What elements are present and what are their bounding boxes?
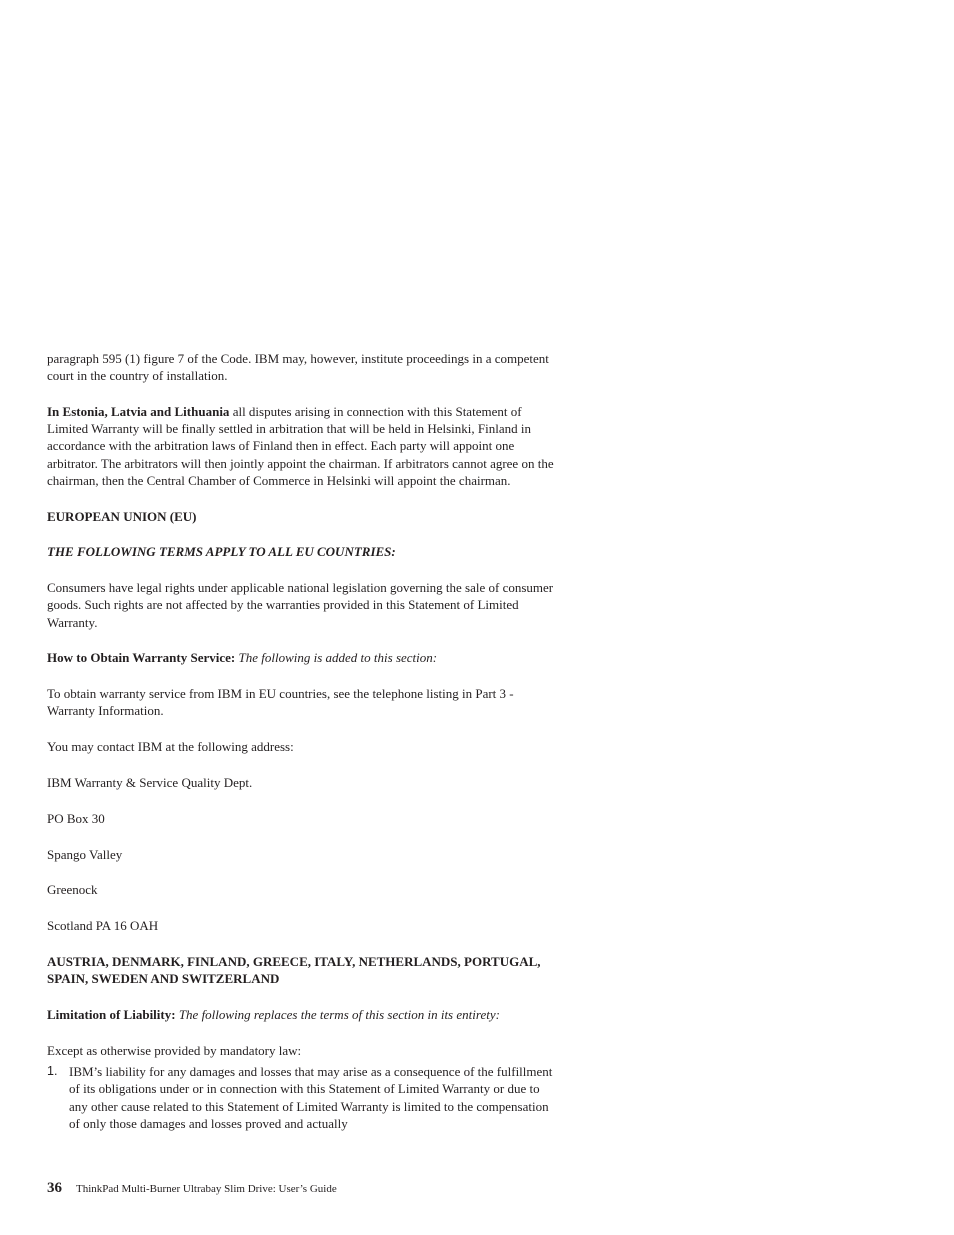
warranty-service-note: The following is added to this section: (235, 650, 438, 666)
liability-list (47, 1063, 557, 1132)
heading-eu-terms: THE FOLLOWING TERMS APPLY TO ALL EU COUNTRIES: (47, 544, 396, 560)
paragraph-telephone-listing: To obtain warranty service from IBM in EU countries, see the telephone listing in Part 3 - Warranty Information. (47, 686, 514, 719)
baltic-arbitration-text: all disputes arising in connection with this Statement of Limited Warranty will be finally settled in arbitration that will be held in Helsinki, Finland in accordance with the arbitration laws of Finland then in effect. Each party will appoint one arbitrator. The arbitrators will then jointly appoint the chairman. If arbitrators cannot agree on the chairman, then the Central Chamber of Commerce in Helsinki will appoint the chairman. (47, 404, 554, 488)
limitation-lead: Limitation of Liability: (47, 1006, 176, 1022)
paragraph-warranty-service (47, 649, 557, 666)
document-body (47, 350, 557, 1132)
list-item-text: IBM’s liability for any damages and losses that may arise as a consequence of the fulfillment of its obligations under or in connection with this Statement of Limited Warranty or due to any other cause related to this Statement of Limited Warranty is limited to the compensation of only those damages and losses proved and actually (69, 1064, 553, 1131)
heading-european-union: EUROPEAN UNION (EU) (47, 508, 197, 524)
address-line: IBM Warranty & Service Quality Dept. (47, 775, 253, 790)
paragraph-mandatory-law: Except as otherwise provided by mandatory law: (47, 1042, 302, 1058)
warranty-service-lead: How to Obtain Warranty Service: (47, 650, 236, 666)
address-line: Scotland PA 16 OAH (47, 918, 159, 934)
list-item-number: 1. (47, 1064, 58, 1079)
page-footer (47, 1178, 337, 1199)
baltic-countries-lead: In Estonia, Latvia and Lithuania (47, 404, 230, 419)
footer-title: ThinkPad Multi-Burner Ultrabay Slim Drive: User’s Guide (76, 1183, 337, 1195)
address-line: Greenock (47, 882, 98, 898)
heading-countries: AUSTRIA, DENMARK, FINLAND, GREECE, ITALY, NETHERLANDS, PORTUGAL, SPAIN, SWEDEN AND SWITZERLAND (47, 953, 541, 987)
address-line: PO Box 30 (47, 810, 105, 826)
paragraph-consumer-rights: Consumers have legal rights under applicable national legislation governing the sale of consumer goods. Such rights are not affected by the warranties provided in this Statement of Limited Warranty. (47, 580, 554, 630)
paragraph-baltic-arbitration (47, 403, 557, 489)
paragraph-code-reference: paragraph 595 (1) figure 7 of the Code. IBM may, however, institute proceedings in a competent court in the country of installation. (47, 351, 549, 384)
paragraph-limitation-of-liability (47, 1006, 557, 1023)
limitation-note: The following replaces the terms of this section in its entirety: (175, 1006, 500, 1022)
list-item (47, 1063, 557, 1132)
address-line: Spango Valley (47, 846, 123, 862)
page-number: 36 (47, 1180, 62, 1196)
paragraph-contact-intro: You may contact IBM at the following address: (47, 739, 294, 755)
